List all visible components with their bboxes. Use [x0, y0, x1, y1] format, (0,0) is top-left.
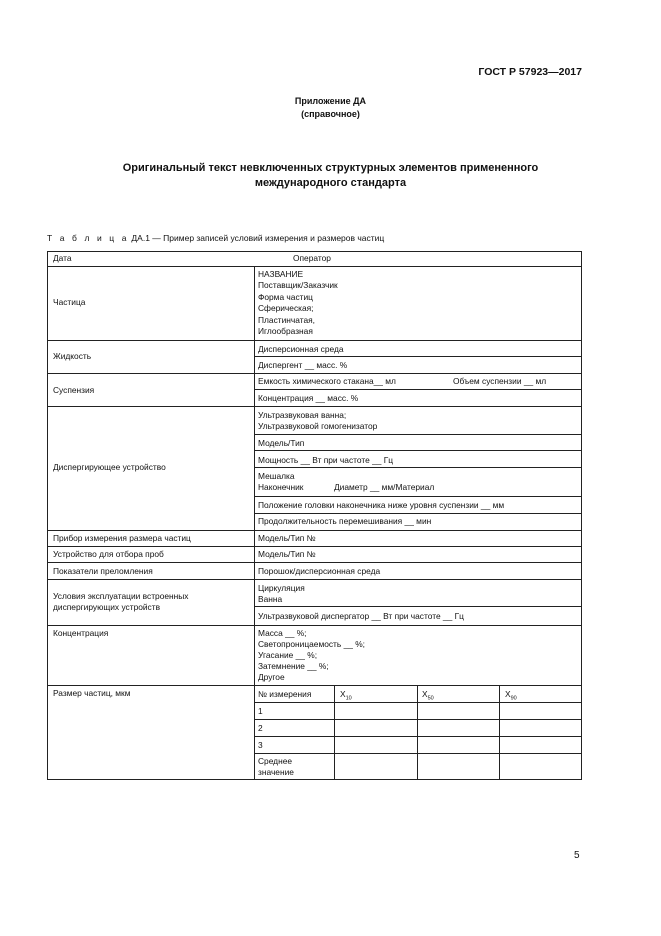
- builtin-line: Ультразвуковой диспергатор __ Вт при частоте __ Гц: [258, 611, 464, 621]
- table-rule: [47, 546, 582, 547]
- operator-header: Оператор: [293, 253, 331, 263]
- row-label-suspension: Суспензия: [53, 385, 95, 395]
- table-rule: [254, 496, 582, 497]
- row-label-concentration: Концентрация: [53, 628, 109, 638]
- page-number: 5: [574, 850, 580, 861]
- row-label-sampler: Устройство для отбора проб: [53, 549, 164, 559]
- x10-letter: X: [340, 689, 346, 699]
- table-rule: [47, 406, 582, 407]
- x90-subscript: 90: [510, 695, 517, 702]
- caption-prefix: Т а б л и ц а: [47, 233, 130, 243]
- refraction-value: Порошок/дисперсионная среда: [258, 566, 381, 576]
- liquid-line: Диспергент __ масс. %: [258, 360, 348, 370]
- disperser-line: Диаметр __ мм/Материал: [334, 482, 435, 492]
- disperser-line: Ультразвуковой гомогенизатор: [258, 421, 378, 431]
- table-rule: [254, 356, 582, 357]
- appendix-title: Приложение ДА: [294, 96, 367, 106]
- table-rule: [254, 513, 582, 514]
- row-label-liquid: Жидкость: [53, 351, 92, 361]
- x90-letter: X: [505, 689, 511, 699]
- table-rule: [254, 606, 582, 607]
- date-header: Дата: [53, 253, 72, 263]
- disperser-line: Ультразвуковая ванна;: [258, 410, 347, 420]
- builtin-line: Циркуляция: [258, 583, 305, 593]
- table-rule: [254, 736, 582, 737]
- row-label-builtin-2: диспергирующих устройств: [53, 602, 161, 612]
- suspension-volume: Объем суспензии __ мл: [453, 376, 547, 386]
- x50-subscript: 50: [427, 695, 434, 702]
- section-heading-line2: международного стандарта: [254, 177, 407, 189]
- row-label-particles: Частица: [53, 297, 86, 307]
- particles-line: Поставщик/Заказчик: [258, 280, 338, 290]
- table-rule: [254, 702, 582, 703]
- size-mean-label: Среднее: [258, 756, 293, 766]
- particles-line: Пластинчатая,: [258, 315, 315, 325]
- table-rule: [47, 266, 582, 267]
- table-rule: [499, 685, 500, 780]
- document-id: ГОСТ Р 57923—2017: [478, 66, 582, 78]
- table-rule: [47, 685, 582, 686]
- table-rule: [254, 467, 582, 468]
- size-col-measurement: № измерения: [258, 689, 312, 699]
- particles-line: НАЗВАНИЕ: [258, 269, 304, 279]
- liquid-line: Дисперсионная среда: [258, 344, 344, 354]
- disperser-line: Мешалка: [258, 471, 295, 481]
- disperser-line: Продолжительность перемешивания __ мин: [258, 516, 432, 526]
- disperser-line: Положение головки наконечника ниже уровня суспензии __ мм: [258, 500, 505, 510]
- table-rule: [47, 530, 582, 531]
- table-rule: [47, 579, 582, 580]
- table-rule: [47, 625, 582, 626]
- table-caption: [47, 233, 384, 243]
- instrument-value: Модель/Тип №: [258, 533, 316, 543]
- size-row-number: 2: [258, 723, 263, 733]
- disperser-line: Модель/Тип: [258, 438, 305, 448]
- table-rule: [334, 685, 335, 780]
- concentration-line: Светопроницаемость __ %;: [258, 639, 365, 649]
- size-col-x10: [340, 689, 352, 705]
- size-mean-label-2: значение: [258, 767, 294, 777]
- table-rule: [254, 389, 582, 390]
- table-rule: [47, 373, 582, 374]
- x50-letter: X: [422, 689, 428, 699]
- section-heading-line1: Оригинальный текст невключенных структурных элементов примененного: [122, 162, 539, 174]
- table-rule: [254, 450, 582, 451]
- size-col-x90: [505, 689, 517, 705]
- concentration-line: Другое: [258, 672, 285, 682]
- particles-line: Сферическая;: [258, 303, 314, 313]
- row-label-refraction: Показатели преломления: [53, 566, 153, 576]
- suspension-concentration: Концентрация __ масс. %: [258, 393, 359, 403]
- builtin-line: Ванна: [258, 594, 283, 604]
- disperser-line: Мощность __ Вт при частоте __ Гц: [258, 455, 394, 465]
- row-label-builtin: Условия эксплуатации встроенных: [53, 591, 189, 601]
- table-rule: [417, 685, 418, 780]
- size-row-number: 1: [258, 706, 263, 716]
- table-rule: [47, 562, 582, 563]
- table-rule: [47, 340, 582, 341]
- row-label-instrument: Прибор измерения размера частиц: [53, 533, 191, 543]
- size-col-x50: [422, 689, 434, 705]
- x10-subscript: 10: [345, 695, 352, 702]
- suspension-beaker: Емкость химического стакана__ мл: [258, 376, 396, 386]
- row-label-disperser: Диспергирующее устройство: [53, 462, 166, 472]
- concentration-line: Угасание __ %;: [258, 650, 318, 660]
- table-rule: [254, 719, 582, 720]
- size-row-number: 3: [258, 740, 263, 750]
- particles-line: Иглообразная: [258, 326, 313, 336]
- disperser-line: Наконечник: [258, 482, 304, 492]
- sampler-value: Модель/Тип №: [258, 549, 316, 559]
- row-label-size: Размер частиц, мкм: [53, 688, 131, 698]
- concentration-line: Затемнение __ %;: [258, 661, 329, 671]
- concentration-line: Масса __ %;: [258, 628, 307, 638]
- particles-line: Форма частиц: [258, 292, 313, 302]
- appendix-subtitle: (справочное): [301, 109, 360, 119]
- caption-text: ДА.1 — Пример записей условий измерения и размеров частиц: [129, 233, 385, 243]
- table-rule: [254, 753, 582, 754]
- table-rule: [254, 434, 582, 435]
